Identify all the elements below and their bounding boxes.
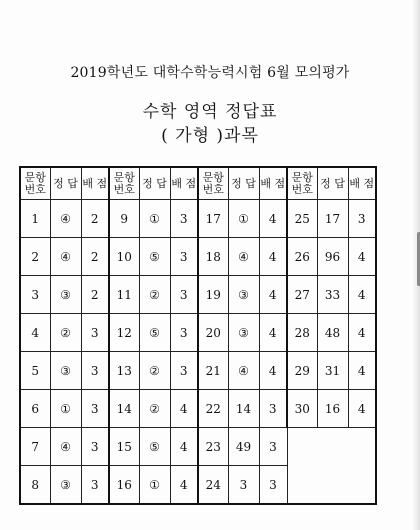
table-row [20, 276, 376, 314]
answer-value: ④ [228, 352, 259, 390]
points-value: 3 [81, 352, 109, 390]
answer-value: 96 [317, 238, 348, 276]
empty-cell [348, 466, 376, 505]
answer-value: 16 [317, 390, 348, 428]
answer-value: ③ [50, 352, 81, 390]
question-number: 14 [109, 390, 139, 428]
points-value: 4 [170, 466, 198, 505]
points-value: 4 [348, 314, 376, 352]
empty-cell [287, 428, 317, 466]
question-number: 13 [109, 352, 139, 390]
question-number: 9 [109, 200, 139, 238]
question-number: 17 [198, 200, 228, 238]
answer-value: ③ [228, 314, 259, 352]
points-value: 3 [348, 200, 376, 238]
table-row [20, 200, 376, 238]
points-value: 2 [81, 200, 109, 238]
points-value: 3 [170, 314, 198, 352]
question-number: 19 [198, 276, 228, 314]
answer-value: ② [139, 352, 170, 390]
table-row [20, 428, 376, 466]
page-title: 수학 영역 정답표 [142, 102, 278, 122]
answer-value: 48 [317, 314, 348, 352]
question-number: 8 [20, 466, 50, 505]
question-number: 20 [198, 314, 228, 352]
question-number: 26 [287, 238, 317, 276]
question-number: 15 [109, 428, 139, 466]
empty-cell [287, 466, 317, 505]
exam-title: 2019학년도 대학수학능력시험 6월 모의평가 [70, 65, 350, 81]
question-number: 24 [198, 466, 228, 505]
answer-value: ③ [50, 276, 81, 314]
points-value: 3 [259, 428, 287, 466]
col-header-answer: 정 답 [317, 167, 348, 200]
question-number: 2 [20, 238, 50, 276]
answer-value: ⑤ [139, 238, 170, 276]
question-number: 23 [198, 428, 228, 466]
question-number: 4 [20, 314, 50, 352]
points-value: 3 [81, 314, 109, 352]
question-number: 10 [109, 238, 139, 276]
answer-value: ② [139, 390, 170, 428]
points-value: 4 [259, 314, 287, 352]
points-value: 3 [81, 390, 109, 428]
points-value: 2 [81, 276, 109, 314]
points-value: 4 [170, 428, 198, 466]
question-number: 7 [20, 428, 50, 466]
answer-value: 14 [228, 390, 259, 428]
table-row [20, 352, 376, 390]
question-number: 28 [287, 314, 317, 352]
points-value: 4 [259, 200, 287, 238]
table-row [20, 314, 376, 352]
answer-value: ④ [50, 428, 81, 466]
col-header-points: 배 점 [170, 167, 198, 200]
points-value: 3 [81, 466, 109, 505]
col-header-points: 배 점 [348, 167, 376, 200]
table-row [20, 466, 376, 505]
points-value: 3 [170, 276, 198, 314]
col-header-answer: 정 답 [139, 167, 170, 200]
points-value: 3 [170, 200, 198, 238]
answer-value: ① [139, 466, 170, 505]
points-value: 3 [259, 390, 287, 428]
answer-value: ② [50, 314, 81, 352]
col-header-number: 문항 번호 [20, 167, 50, 200]
answer-value: 17 [317, 200, 348, 238]
empty-cell [317, 428, 348, 466]
table-row [20, 238, 376, 276]
answer-value: 49 [228, 428, 259, 466]
answer-value: ⑤ [139, 314, 170, 352]
question-number: 6 [20, 390, 50, 428]
col-header-number: 문항 번호 [109, 167, 139, 200]
col-header-number: 문항 번호 [287, 167, 317, 200]
col-header-answer: 정 답 [50, 167, 81, 200]
question-number: 22 [198, 390, 228, 428]
points-value: 3 [81, 428, 109, 466]
question-number: 16 [109, 466, 139, 505]
question-number: 21 [198, 352, 228, 390]
answer-value: ② [139, 276, 170, 314]
points-value: 4 [170, 390, 198, 428]
answer-value: ④ [228, 238, 259, 276]
col-header-number: 문항 번호 [198, 167, 228, 200]
points-value: 4 [348, 238, 376, 276]
answer-value: 33 [317, 276, 348, 314]
points-value: 3 [170, 238, 198, 276]
answer-value: 3 [228, 466, 259, 505]
points-value: 4 [348, 390, 376, 428]
question-number: 27 [287, 276, 317, 314]
points-value: 4 [348, 352, 376, 390]
question-number: 11 [109, 276, 139, 314]
answer-value: ① [139, 200, 170, 238]
points-value: 4 [348, 276, 376, 314]
answer-value: ⑤ [139, 428, 170, 466]
question-number: 18 [198, 238, 228, 276]
empty-cell [317, 466, 348, 505]
question-number: 29 [287, 352, 317, 390]
points-value: 2 [81, 238, 109, 276]
question-number: 12 [109, 314, 139, 352]
question-number: 25 [287, 200, 317, 238]
answer-table-body [20, 167, 376, 504]
question-number: 30 [287, 390, 317, 428]
points-value: 4 [259, 352, 287, 390]
points-value: 4 [259, 238, 287, 276]
answer-value: 31 [317, 352, 348, 390]
col-header-points: 배 점 [259, 167, 287, 200]
points-value: 3 [259, 466, 287, 505]
answer-value: ③ [228, 276, 259, 314]
table-header-row [20, 167, 376, 200]
question-number: 5 [20, 352, 50, 390]
answer-value: ③ [50, 466, 81, 505]
answer-table [19, 166, 377, 505]
answer-value: ① [50, 390, 81, 428]
col-header-answer: 정 답 [228, 167, 259, 200]
col-header-points: 배 점 [81, 167, 109, 200]
empty-cell [348, 428, 376, 466]
answer-value: ① [228, 200, 259, 238]
points-value: 3 [170, 352, 198, 390]
question-number: 3 [20, 276, 50, 314]
points-value: 4 [259, 276, 287, 314]
question-number: 1 [20, 200, 50, 238]
table-row [20, 390, 376, 428]
answer-value: ④ [50, 200, 81, 238]
answer-value: ④ [50, 238, 81, 276]
subject-subtitle: ( 가형 )과목 [161, 126, 259, 146]
